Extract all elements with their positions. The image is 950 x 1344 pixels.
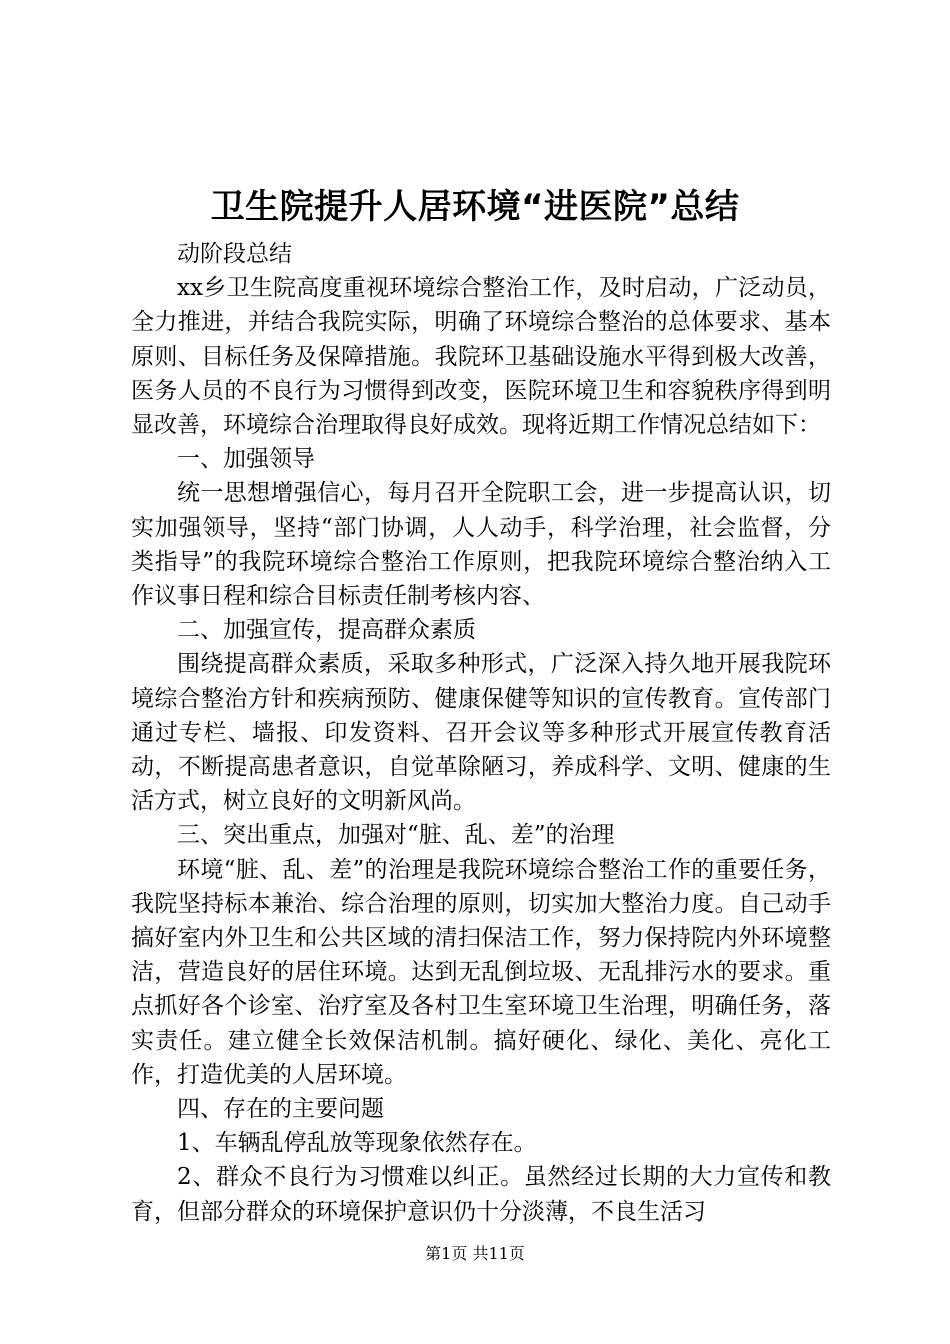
paragraph: 统一思想增强信心，每月召开全院职工会，进一步提高认识，切实加强领导，坚持“部门协调，人人动手，科学治理，社会监督，分类指导”的我院环境综合整治工作原则，把我院环境综合整治纳入工作议事日程和综合目标责任制考核内容、: [131, 480, 831, 610]
section-heading: 三、突出重点，加强对“脏、乱、差”的治理: [177, 822, 615, 849]
page-footer: 第1页 共11页: [425, 1244, 525, 1263]
document-body: [131, 237, 831, 1229]
section-heading: 二、加强宣传，提高群众素质: [177, 617, 476, 644]
document-title: 卫生院提升人居环境“进医院”总结: [210, 187, 740, 227]
paragraph: 动阶段总结: [177, 241, 292, 267]
paragraph: xx乡卫生院高度重视环境综合整治工作，及时启动，广泛动员，全力推进，并结合我院实际，明确了环境综合整治的总体要求、基本原则、目标任务及保障措施。我院环卫基础设施水平得到极大改善，医务人员的不良行为习惯得到改变，医院环境卫生和容貌秩序得到明显改善，环境综合治理取得良好成效。现将近期工作情况总结如下：: [131, 275, 831, 439]
list-item: 2、群众不良行为习惯难以纠正。虽然经过长期的大力宣传和教育，但部分群众的环境保护意识仍十分淡薄，不良生活习: [131, 1164, 831, 1225]
paragraph: 环境“脏、乱、差”的治理是我院环境综合整治工作的重要任务，我院坚持标本兼治、综合治理的原则，切实加大整治力度。自己动手搞好室内外卫生和公共区域的清扫保洁工作，努力保持院内外环境整洁，营造良好的居住环境。达到无乱倒垃圾、无乱排污水的要求。重点抓好各个诊室、治疗室及各村卫生室环境卫生治理，明确任务，落实责任。建立健全长效保洁机制。搞好硬化、绿化、美化、亮化工作，打造优美的人居环境。: [131, 856, 831, 1088]
section-heading: 一、加强领导: [177, 446, 315, 473]
paragraph: 围绕提高群众素质，采取多种形式，广泛深入持久地开展我院环境综合整治方针和疾病预防、健康保健等知识的宣传教育。宣传部门通过专栏、墙报、印发资料、召开会议等多种形式开展宣传教育活动，不断提高患者意识，自觉革除陋习，养成科学、文明、健康的生活方式，树立良好的文明新风尚。: [131, 651, 831, 815]
list-item: 1、车辆乱停乱放等现象依然存在。: [177, 1130, 537, 1157]
section-heading: 四、存在的主要问题: [177, 1096, 384, 1123]
